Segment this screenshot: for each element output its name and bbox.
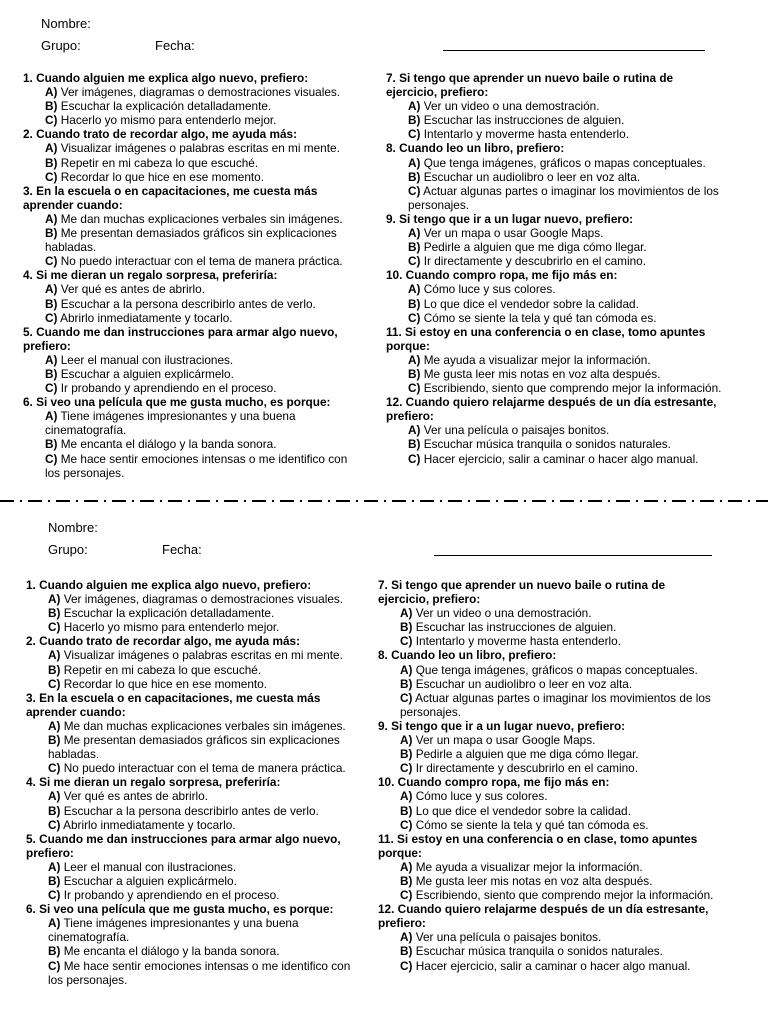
answer-option bbox=[26, 719, 366, 733]
question-text: 3. En la escuela o en capacitaciones, me cuesta más aprender cuando: bbox=[23, 183, 318, 212]
option-text: Escuchar las instrucciones de alguien. bbox=[423, 113, 625, 128]
option-letter: B) bbox=[48, 803, 61, 818]
option-letter: B) bbox=[48, 944, 61, 959]
answer-option bbox=[386, 240, 726, 254]
answer-option bbox=[26, 606, 366, 620]
grupo-label: Grupo: bbox=[48, 542, 88, 557]
answer-option bbox=[23, 409, 363, 437]
option-text: Escuchar un audiolibro o leer en voz alta. bbox=[423, 169, 641, 184]
option-letter: B) bbox=[408, 437, 421, 452]
answer-option bbox=[26, 888, 366, 902]
question-block bbox=[23, 395, 363, 480]
option-letter: C) bbox=[48, 958, 61, 973]
question-text: 12. Cuando quiero relajarme después de un día estresante, prefiero: bbox=[378, 902, 709, 931]
questions-right-column bbox=[386, 71, 726, 466]
question-text: 8. Cuando leo un libro, prefiero: bbox=[378, 648, 557, 663]
option-text: Me dan muchas explicaciones verbales sin imágenes. bbox=[63, 718, 346, 733]
option-letter: C) bbox=[408, 254, 421, 269]
option-letter: A) bbox=[48, 718, 61, 733]
question-block bbox=[23, 71, 363, 127]
answer-option bbox=[23, 99, 363, 113]
option-letter: B) bbox=[45, 226, 58, 241]
option-text: Tiene imágenes impresionantes y una buena cinematografía. bbox=[48, 916, 299, 945]
answer-option bbox=[378, 888, 718, 902]
question-text: 11. Si estoy en una conferencia o en clase, tomo apuntes porque: bbox=[386, 324, 706, 353]
question-text: 10. Cuando compro ropa, me fijo más en: bbox=[386, 268, 618, 283]
option-letter: A) bbox=[48, 592, 61, 607]
question-block bbox=[26, 578, 366, 634]
option-text: Ver una película o paisajes bonitos. bbox=[415, 930, 602, 945]
option-letter: A) bbox=[45, 141, 58, 156]
question-text: 12. Cuando quiero relajarme después de un día estresante, prefiero: bbox=[386, 395, 717, 424]
option-text: Actuar algunas partes o imaginar los movimientos de los personajes. bbox=[408, 183, 719, 212]
answer-option bbox=[23, 353, 363, 367]
option-text: Ver una película o paisajes bonitos. bbox=[423, 423, 610, 438]
answer-option bbox=[378, 733, 718, 747]
answer-option bbox=[23, 367, 363, 381]
option-text: Me hace sentir emociones intensas o me identifico con los personajes. bbox=[48, 958, 351, 987]
option-text: Escuchar a la persona describirlo antes de verlo. bbox=[63, 803, 319, 818]
option-text: Me encanta el diálogo y la banda sonora. bbox=[60, 437, 277, 452]
option-text: Visualizar imágenes o palabras escritas en mi mente. bbox=[60, 141, 340, 156]
answer-option bbox=[378, 959, 718, 973]
option-text: Ir directamente y descubrirlo en el camino. bbox=[423, 254, 647, 269]
answer-option bbox=[378, 874, 718, 888]
option-text: Repetir en mi cabeza lo que escuché. bbox=[63, 662, 262, 677]
option-text: Hacerlo yo mismo para entenderlo mejor. bbox=[60, 113, 277, 128]
question-text: 5. Cuando me dan instrucciones para armar algo nuevo, prefiero: bbox=[23, 324, 338, 353]
answer-option bbox=[26, 944, 366, 958]
question-text: 4. Si me dieran un regalo sorpresa, preferiría: bbox=[23, 268, 278, 283]
answer-option bbox=[23, 226, 363, 254]
option-letter: A) bbox=[408, 282, 421, 297]
answer-option bbox=[26, 761, 366, 775]
fecha-label: Fecha: bbox=[155, 38, 195, 53]
option-text: Cómo se siente la tela y qué tan cómoda es. bbox=[423, 310, 657, 325]
option-text: Escuchar música tranquila o sonidos naturales. bbox=[423, 437, 671, 452]
fecha-label: Fecha: bbox=[162, 542, 202, 557]
option-text: Cómo luce y sus colores. bbox=[423, 282, 556, 297]
option-text: Me ayuda a visualizar mejor la información. bbox=[415, 859, 643, 874]
option-letter: B) bbox=[400, 747, 413, 762]
question-block bbox=[26, 691, 366, 776]
question-block bbox=[386, 325, 726, 395]
option-letter: B) bbox=[48, 606, 61, 621]
option-letter: A) bbox=[48, 648, 61, 663]
question-text: 9. Si tengo que ir a un lugar nuevo, prefiero: bbox=[378, 718, 626, 733]
option-text: Ver un video o una demostración. bbox=[423, 99, 600, 114]
option-letter: A) bbox=[45, 85, 58, 100]
option-text: Escuchar un audiolibro o leer en voz alta. bbox=[415, 676, 633, 691]
option-text: Cómo se siente la tela y qué tan cómoda es. bbox=[415, 817, 649, 832]
answer-option bbox=[26, 789, 366, 803]
cut-dash-dot-line bbox=[0, 498, 768, 504]
option-letter: C) bbox=[48, 817, 61, 832]
option-letter: C) bbox=[45, 254, 58, 269]
option-text: Ver qué es antes de abrirlo. bbox=[60, 282, 206, 297]
answer-option bbox=[23, 381, 363, 395]
option-letter: C) bbox=[408, 310, 421, 325]
option-letter: C) bbox=[408, 381, 421, 396]
option-text: Escuchar a la persona describirlo antes de verlo. bbox=[60, 296, 316, 311]
answer-option bbox=[26, 818, 366, 832]
questions-right-column bbox=[378, 578, 718, 973]
option-letter: B) bbox=[408, 169, 421, 184]
option-letter: C) bbox=[48, 761, 61, 776]
answer-option bbox=[378, 677, 718, 691]
option-text: Ver un mapa o usar Google Maps. bbox=[415, 733, 596, 748]
questions-left-column bbox=[23, 71, 363, 480]
option-letter: A) bbox=[400, 930, 413, 945]
option-text: Visualizar imágenes o palabras escritas en mi mente. bbox=[63, 648, 343, 663]
option-text: Recordar lo que hice en ese momento. bbox=[63, 676, 268, 691]
option-letter: B) bbox=[45, 99, 58, 114]
option-letter: A) bbox=[400, 859, 413, 874]
question-text: 10. Cuando compro ropa, me fijo más en: bbox=[378, 775, 610, 790]
grupo-label: Grupo: bbox=[41, 38, 81, 53]
option-letter: C) bbox=[48, 676, 61, 691]
questions-left-column bbox=[26, 578, 366, 987]
question-text: 3. En la escuela o en capacitaciones, me cuesta más aprender cuando: bbox=[26, 690, 321, 719]
answer-option bbox=[386, 226, 726, 240]
option-letter: A) bbox=[400, 606, 413, 621]
option-text: Ver un mapa o usar Google Maps. bbox=[423, 226, 604, 241]
option-text: Intentarlo y moverme hasta entenderlo. bbox=[423, 127, 629, 142]
question-text: 2. Cuando trato de recordar algo, me ayuda más: bbox=[23, 127, 298, 142]
option-text: Leer el manual con ilustraciones. bbox=[63, 859, 237, 874]
answer-option bbox=[378, 860, 718, 874]
nombre-label: Nombre: bbox=[48, 520, 98, 535]
option-letter: B) bbox=[45, 366, 58, 381]
option-letter: A) bbox=[400, 789, 413, 804]
option-letter: B) bbox=[408, 240, 421, 255]
answer-option bbox=[23, 212, 363, 226]
option-letter: B) bbox=[48, 733, 61, 748]
answer-option bbox=[378, 761, 718, 775]
fecha-blank-line bbox=[443, 50, 705, 51]
question-text: 9. Si tengo que ir a un lugar nuevo, prefiero: bbox=[386, 211, 634, 226]
option-letter: A) bbox=[48, 789, 61, 804]
question-block bbox=[23, 184, 363, 269]
questionnaire-copy-bottom bbox=[0, 505, 768, 1024]
answer-option bbox=[386, 170, 726, 184]
option-text: Escuchar las instrucciones de alguien. bbox=[415, 620, 617, 635]
option-letter: B) bbox=[45, 155, 58, 170]
answer-option bbox=[386, 127, 726, 141]
answer-option bbox=[386, 353, 726, 367]
answer-option bbox=[386, 437, 726, 451]
option-text: Actuar algunas partes o imaginar los movimientos de los personajes. bbox=[400, 690, 711, 719]
option-text: Hacer ejercicio, salir a caminar o hacer algo manual. bbox=[415, 958, 691, 973]
question-block bbox=[23, 325, 363, 395]
option-text: Escuchar la explicación detalladamente. bbox=[60, 99, 272, 114]
answer-option bbox=[23, 437, 363, 451]
answer-option bbox=[386, 423, 726, 437]
nombre-label: Nombre: bbox=[41, 16, 91, 31]
option-text: Escribiendo, siento que comprendo mejor la información. bbox=[415, 888, 714, 903]
question-block bbox=[386, 268, 726, 324]
option-letter: B) bbox=[45, 296, 58, 311]
question-block bbox=[386, 141, 726, 211]
option-letter: C) bbox=[45, 169, 58, 184]
question-block bbox=[386, 212, 726, 268]
option-text: Me gusta leer mis notas en voz alta después. bbox=[415, 873, 653, 888]
option-letter: C) bbox=[400, 761, 413, 776]
option-letter: A) bbox=[45, 352, 58, 367]
option-letter: A) bbox=[48, 916, 61, 931]
option-letter: A) bbox=[400, 733, 413, 748]
question-block bbox=[26, 775, 366, 831]
option-text: Me gusta leer mis notas en voz alta después. bbox=[423, 366, 661, 381]
option-text: Que tenga imágenes, gráficos o mapas conceptuales. bbox=[423, 155, 706, 170]
answer-option bbox=[378, 930, 718, 944]
option-letter: C) bbox=[400, 888, 413, 903]
option-text: Recordar lo que hice en ese momento. bbox=[60, 169, 265, 184]
answer-option bbox=[378, 789, 718, 803]
answer-option bbox=[386, 254, 726, 268]
option-letter: C) bbox=[45, 381, 58, 396]
option-letter: C) bbox=[400, 958, 413, 973]
option-text: Escuchar música tranquila o sonidos naturales. bbox=[415, 944, 663, 959]
option-letter: C) bbox=[408, 451, 421, 466]
answer-option bbox=[26, 677, 366, 691]
question-block bbox=[26, 832, 366, 902]
option-letter: B) bbox=[48, 873, 61, 888]
option-text: No puedo interactuar con el tema de manera práctica. bbox=[60, 254, 343, 269]
option-text: Me hace sentir emociones intensas o me identifico con los personajes. bbox=[45, 451, 348, 480]
question-text: 7. Si tengo que aprender un nuevo baile o rutina de ejercicio, prefiero: bbox=[386, 71, 674, 100]
option-letter: C) bbox=[48, 620, 61, 635]
answer-option bbox=[26, 804, 366, 818]
answer-option bbox=[378, 818, 718, 832]
answer-option bbox=[23, 141, 363, 155]
question-text: 6. Si veo una película que me gusta mucho, es porque: bbox=[23, 395, 331, 410]
option-text: Escribiendo, siento que comprendo mejor la información. bbox=[423, 381, 722, 396]
option-text: Cómo luce y sus colores. bbox=[415, 789, 548, 804]
answer-option bbox=[26, 648, 366, 662]
answer-option bbox=[23, 254, 363, 268]
question-block bbox=[386, 395, 726, 465]
option-letter: C) bbox=[408, 183, 421, 198]
answer-option bbox=[378, 620, 718, 634]
option-letter: B) bbox=[408, 113, 421, 128]
option-letter: A) bbox=[408, 99, 421, 114]
option-letter: C) bbox=[400, 690, 413, 705]
option-text: Escuchar la explicación detalladamente. bbox=[63, 606, 275, 621]
answer-option bbox=[23, 113, 363, 127]
option-letter: A) bbox=[408, 352, 421, 367]
answer-option bbox=[26, 663, 366, 677]
question-text: 4. Si me dieran un regalo sorpresa, preferiría: bbox=[26, 775, 281, 790]
option-text: Me presentan demasiados gráficos sin explicaciones habladas. bbox=[48, 733, 340, 762]
answer-option bbox=[386, 99, 726, 113]
option-text: Pedirle a alguien que me diga cómo llegar. bbox=[415, 747, 639, 762]
option-letter: C) bbox=[400, 634, 413, 649]
answer-option bbox=[23, 156, 363, 170]
question-text: 7. Si tengo que aprender un nuevo baile o rutina de ejercicio, prefiero: bbox=[378, 578, 666, 607]
option-text: Tiene imágenes impresionantes y una buena cinematografía. bbox=[45, 409, 296, 438]
question-block bbox=[26, 902, 366, 987]
answer-option bbox=[23, 311, 363, 325]
option-letter: B) bbox=[400, 873, 413, 888]
option-letter: C) bbox=[48, 888, 61, 903]
fecha-blank-line bbox=[434, 555, 712, 556]
option-text: Ir directamente y descubrirlo en el camino. bbox=[415, 761, 639, 776]
answer-option bbox=[26, 959, 366, 987]
option-letter: A) bbox=[45, 409, 58, 424]
answer-option bbox=[23, 282, 363, 296]
answer-option bbox=[378, 634, 718, 648]
option-text: Ir probando y aprendiendo en el proceso. bbox=[63, 888, 280, 903]
answer-option bbox=[386, 381, 726, 395]
answer-option bbox=[386, 282, 726, 296]
question-block bbox=[26, 634, 366, 690]
answer-option bbox=[386, 113, 726, 127]
option-letter: C) bbox=[408, 127, 421, 142]
answer-option bbox=[386, 311, 726, 325]
option-text: Pedirle a alguien que me diga cómo llegar. bbox=[423, 240, 647, 255]
question-text: 6. Si veo una película que me gusta mucho, es porque: bbox=[26, 902, 334, 917]
option-text: Me ayuda a visualizar mejor la información. bbox=[423, 352, 651, 367]
option-letter: B) bbox=[400, 944, 413, 959]
answer-option bbox=[378, 804, 718, 818]
answer-option bbox=[26, 860, 366, 874]
option-text: Abrirlo inmediatamente y tocarlo. bbox=[60, 310, 233, 325]
question-block bbox=[378, 832, 718, 902]
questionnaire-copy-top bbox=[0, 0, 768, 497]
question-block bbox=[378, 578, 718, 648]
option-text: Ver un video o una demostración. bbox=[415, 606, 592, 621]
question-block bbox=[378, 775, 718, 831]
option-letter: C) bbox=[45, 310, 58, 325]
question-block bbox=[378, 648, 718, 718]
option-letter: A) bbox=[408, 423, 421, 438]
option-text: Que tenga imágenes, gráficos o mapas conceptuales. bbox=[415, 662, 698, 677]
answer-option bbox=[378, 944, 718, 958]
answer-option bbox=[23, 452, 363, 480]
option-text: Ver imágenes, diagramas o demostraciones visuales. bbox=[60, 85, 341, 100]
option-text: Me presentan demasiados gráficos sin explicaciones habladas. bbox=[45, 226, 337, 255]
question-block bbox=[23, 268, 363, 324]
option-letter: A) bbox=[45, 282, 58, 297]
question-block bbox=[23, 127, 363, 183]
option-letter: B) bbox=[408, 296, 421, 311]
question-text: 8. Cuando leo un libro, prefiero: bbox=[386, 141, 565, 156]
answer-option bbox=[23, 297, 363, 311]
answer-option bbox=[23, 170, 363, 184]
option-text: Abrirlo inmediatamente y tocarlo. bbox=[63, 817, 236, 832]
question-block bbox=[386, 71, 726, 141]
question-block bbox=[378, 902, 718, 972]
option-text: Intentarlo y moverme hasta entenderlo. bbox=[415, 634, 621, 649]
option-letter: B) bbox=[408, 366, 421, 381]
option-text: No puedo interactuar con el tema de manera práctica. bbox=[63, 761, 346, 776]
question-text: 1. Cuando alguien me explica algo nuevo, prefiero: bbox=[23, 71, 309, 85]
option-text: Hacerlo yo mismo para entenderlo mejor. bbox=[63, 620, 280, 635]
answer-option bbox=[378, 691, 718, 719]
option-text: Escuchar a alguien explicármelo. bbox=[60, 366, 234, 381]
answer-option bbox=[23, 85, 363, 99]
answer-option bbox=[386, 156, 726, 170]
option-letter: A) bbox=[45, 211, 58, 226]
option-text: Ver imágenes, diagramas o demostraciones visuales. bbox=[63, 592, 344, 607]
question-text: 1. Cuando alguien me explica algo nuevo, prefiero: bbox=[26, 578, 312, 592]
option-text: Ver qué es antes de abrirlo. bbox=[63, 789, 209, 804]
option-letter: C) bbox=[400, 817, 413, 832]
answer-option bbox=[378, 747, 718, 761]
option-text: Lo que dice el vendedor sobre la calidad. bbox=[415, 803, 631, 818]
question-block bbox=[378, 719, 718, 775]
answer-option bbox=[26, 916, 366, 944]
answer-option bbox=[386, 184, 726, 212]
answer-option bbox=[386, 452, 726, 466]
option-letter: A) bbox=[408, 155, 421, 170]
question-text: 2. Cuando trato de recordar algo, me ayuda más: bbox=[26, 634, 301, 649]
option-letter: B) bbox=[400, 676, 413, 691]
option-letter: A) bbox=[400, 662, 413, 677]
answer-option bbox=[26, 592, 366, 606]
answer-option bbox=[386, 367, 726, 381]
question-text: 11. Si estoy en una conferencia o en clase, tomo apuntes porque: bbox=[378, 831, 698, 860]
answer-option bbox=[378, 663, 718, 677]
answer-option bbox=[26, 874, 366, 888]
option-letter: B) bbox=[48, 662, 61, 677]
option-letter: A) bbox=[48, 859, 61, 874]
option-letter: A) bbox=[408, 226, 421, 241]
option-text: Me dan muchas explicaciones verbales sin imágenes. bbox=[60, 211, 343, 226]
option-text: Escuchar a alguien explicármelo. bbox=[63, 873, 237, 888]
answer-option bbox=[378, 606, 718, 620]
option-text: Ir probando y aprendiendo en el proceso. bbox=[60, 381, 277, 396]
question-text: 5. Cuando me dan instrucciones para armar algo nuevo, prefiero: bbox=[26, 831, 341, 860]
option-letter: C) bbox=[45, 113, 58, 128]
answer-option bbox=[386, 297, 726, 311]
option-text: Hacer ejercicio, salir a caminar o hacer algo manual. bbox=[423, 451, 699, 466]
option-letter: B) bbox=[400, 620, 413, 635]
option-text: Lo que dice el vendedor sobre la calidad. bbox=[423, 296, 639, 311]
answer-option bbox=[26, 733, 366, 761]
answer-option bbox=[26, 620, 366, 634]
option-text: Repetir en mi cabeza lo que escuché. bbox=[60, 155, 259, 170]
option-letter: C) bbox=[45, 451, 58, 466]
option-text: Me encanta el diálogo y la banda sonora. bbox=[63, 944, 280, 959]
option-letter: B) bbox=[400, 803, 413, 818]
option-text: Leer el manual con ilustraciones. bbox=[60, 352, 234, 367]
option-letter: B) bbox=[45, 437, 58, 452]
